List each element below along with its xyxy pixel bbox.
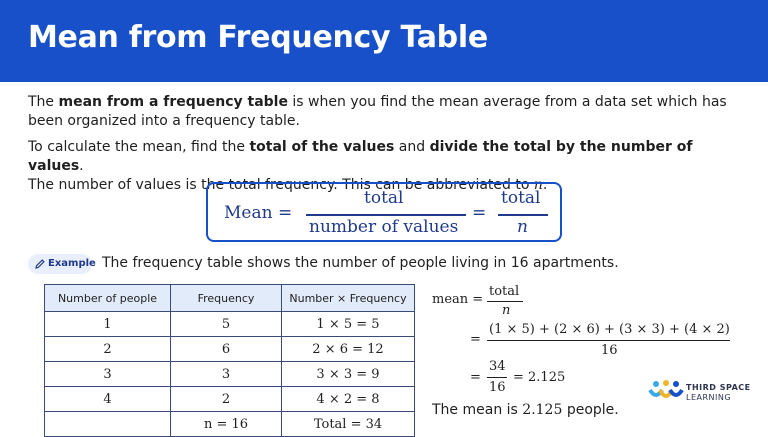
table-cell: 2: [171, 387, 282, 412]
method-bold-divide: divide the total by the number of values: [28, 139, 693, 174]
example-badge: [28, 254, 96, 274]
table-row: [45, 362, 415, 387]
table-cell: 4 × 2 = 8: [282, 387, 415, 412]
calc-lhs: mean =: [432, 292, 484, 307]
table-cell: 2: [45, 337, 171, 362]
table-cell-empty: [45, 412, 171, 437]
header-banner: [0, 0, 768, 82]
formula-denominator-1: number of values: [309, 217, 459, 237]
calc-denominator-2: 16: [601, 343, 618, 358]
example-badge-label: Example: [48, 258, 96, 269]
method-text-second: The number of values is the total frequency. This can be abbreviated to: [28, 177, 534, 193]
result-text-end: people.: [562, 402, 619, 418]
intro-text-rest: is when you find the mean average from a data set which has been organized into a frequency table.: [28, 94, 727, 129]
table-cell: 3: [171, 362, 282, 387]
table-header-row: [45, 285, 415, 312]
calc-fraction-bar-1: [487, 301, 523, 302]
table-cell: 6: [171, 337, 282, 362]
result-text: The mean is: [432, 402, 523, 418]
calc-numerator-1: total: [489, 284, 520, 299]
intro-paragraph: [28, 93, 748, 131]
method-bold-total: total of the values: [249, 139, 395, 155]
table-row: [45, 312, 415, 337]
table-cell: 5: [171, 312, 282, 337]
method-n-symbol: n: [533, 177, 543, 193]
logo-text-line1: THIRD SPACE: [686, 383, 751, 392]
calc-result: = 2.125: [513, 370, 566, 385]
table-header-cell: Number × Frequency: [282, 285, 415, 312]
calc-fraction-bar-3: [487, 377, 507, 378]
table-row: [45, 387, 415, 412]
table-cell: 4: [45, 387, 171, 412]
table-cell: 1 × 5 = 5: [282, 312, 415, 337]
calc-denominator-1: n: [502, 303, 511, 318]
table-total-row: [45, 412, 415, 437]
table-cell: 3 × 3 = 9: [282, 362, 415, 387]
table-total-product: Total = 34: [282, 412, 415, 437]
calc-numerator-2: (1 × 5) + (2 × 6) + (3 × 3) + (4 × 2): [489, 322, 730, 337]
table-row: [45, 337, 415, 362]
table-cell: 2 × 6 = 12: [282, 337, 415, 362]
formula-fraction-bar-2: [498, 214, 548, 216]
page-title: Mean from Frequency Table: [28, 20, 488, 55]
table-header-cell: Number of people: [45, 285, 171, 312]
intro-bold-term: mean from a frequency table: [58, 94, 288, 110]
formula-fraction-bar-1: [306, 214, 466, 216]
pencil-icon: [34, 258, 46, 270]
frequency-table: [44, 284, 415, 437]
calc-equals-3: =: [470, 370, 481, 385]
third-space-learning-logo-icon: [648, 380, 684, 404]
formula-equals: =: [472, 203, 487, 223]
method-text-end: .: [542, 177, 548, 193]
calc-numerator-3: 34: [489, 359, 506, 374]
table-cell: 3: [45, 362, 171, 387]
table-header-cell: Frequency: [171, 285, 282, 312]
formula-lhs: Mean =: [224, 203, 293, 223]
calc-fraction-bar-2: [487, 340, 730, 341]
method-text-and: and: [394, 139, 430, 155]
calc-equals-2: =: [470, 332, 481, 347]
mean-formula-box: [206, 182, 562, 242]
formula-numerator-2: total: [501, 188, 541, 208]
intro-text: The: [28, 94, 59, 110]
example-text: The frequency table shows the number of people living in 16 apartments.: [102, 255, 619, 271]
logo-text-line2: LEARNING: [686, 393, 732, 402]
result-sentence: [432, 402, 619, 418]
method-text-period: .: [79, 158, 84, 174]
formula-numerator-1: total: [364, 188, 404, 208]
table-cell: 1: [45, 312, 171, 337]
formula-denominator-2: n: [517, 217, 528, 237]
table-total-frequency: n = 16: [171, 412, 282, 437]
result-value: 2.125: [522, 402, 563, 418]
calc-denominator-3: 16: [489, 380, 506, 395]
method-text: To calculate the mean, find the: [28, 139, 250, 155]
